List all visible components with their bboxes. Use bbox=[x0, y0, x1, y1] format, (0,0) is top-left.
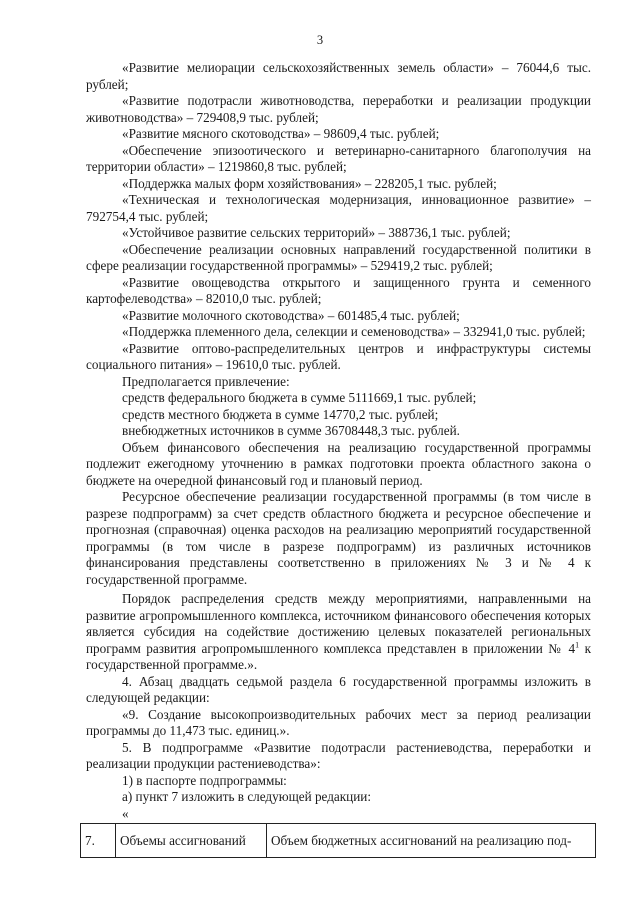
paragraph: 1) в паспорте подпрограммы: bbox=[122, 772, 287, 788]
paragraph: «Развитие мясного скотоводства» – 98609,4 тыс. рублей; bbox=[122, 126, 440, 141]
paragraph: Предполагается привлечение: bbox=[122, 373, 290, 389]
paragraph: «Техническая и технологическая модернизация, инновационное развитие» – 792754,4 тыс. рублей; bbox=[86, 192, 591, 224]
passport-table bbox=[80, 823, 596, 858]
paragraph: «Развитие овощеводства открытого и защищенного грунта и семенного картофелеводства» – 82010,0 тыс. рублей; bbox=[86, 274, 591, 306]
paragraph bbox=[86, 591, 591, 674]
paragraph: 4. Абзац двадцать седьмой раздела 6 государственной программы изложить в следующей редакции: bbox=[86, 673, 591, 705]
paragraph: «Обеспечение эпизоотического и ветеринарно-санитарного благополучия на территории области» – 1219860,8 тыс. рублей; bbox=[86, 142, 591, 174]
paragraph: « bbox=[122, 805, 129, 821]
paragraph-text: к государственной программе.». bbox=[86, 640, 591, 672]
paragraph: «9. Создание высокопроизводительных рабочих мест за период реализации программы до 11,473 тыс. единиц.». bbox=[86, 706, 591, 738]
table-row bbox=[81, 824, 596, 858]
paragraph: Объем финансового обеспечения на реализацию государственной программы подлежит ежегодному уточнению в рамках подготовки проекта областного закона о бюджете на очередной финансовый год и плановый период. bbox=[86, 439, 591, 488]
paragraph: средств федерального бюджета в сумме 5111669,1 тыс. рублей; bbox=[122, 390, 477, 405]
paragraph: Ресурсное обеспечение реализации государственной программы (в том числе в разрезе подпрограмм) за счет средств областного бюджета и ресурсное обеспечение и прогнозная (справочная) оценка расходов на реализацию мероприятий государственной программы (в том числе в разрезе подпрограмм) из различных источников финансирования представлены соответственно в приложениях № 3 и № 4 к государственной программе. bbox=[86, 489, 591, 587]
paragraph: 5. В подпрограмме «Развитие подотрасли растениеводства, переработки и реализации продукции растениеводства»: bbox=[86, 739, 591, 771]
paragraph: «Развитие молочного скотоводства» – 601485,4 тыс. рублей; bbox=[122, 307, 460, 323]
table-cell-value: Объем бюджетных ассигнований на реализацию под- bbox=[267, 824, 596, 858]
paragraph: средств местного бюджета в сумме 14770,2 тыс. рублей; bbox=[122, 406, 439, 422]
superscript: 1 bbox=[575, 640, 580, 650]
paragraph: «Устойчивое развитие сельских территорий» – 388736,1 тыс. рублей; bbox=[122, 225, 511, 240]
paragraph: «Поддержка племенного дела, селекции и семеноводства» – 332941,0 тыс. рублей; bbox=[122, 324, 586, 339]
paragraph-text: Порядок распределения средств между мероприятиями, направленными на развитие агропромышленного комплекса, источником финансового обеспечения которых является субсидия на содействие достижению целевых показателей региональных программ развития агропромышленного комплекса представлен в приложении № 4 bbox=[86, 591, 591, 656]
paragraph: внебюджетных источников в сумме 36708448,3 тыс. рублей. bbox=[122, 423, 460, 438]
table-cell-number: 7. bbox=[81, 824, 116, 858]
paragraph: «Обеспечение реализации основных направлений государственной политики в сфере реализации государственной программы» – 529419,2 тыс. рублей; bbox=[86, 241, 591, 273]
document-body bbox=[86, 60, 591, 822]
paragraph: «Развитие мелиорации сельскохозяйственных земель области» – 76044,6 тыс. рублей; bbox=[86, 60, 591, 92]
table-cell-name: Объемы ассигнований bbox=[116, 824, 267, 858]
paragraph: а) пункт 7 изложить в следующей редакции: bbox=[122, 789, 372, 804]
paragraph: «Развитие оптово-распределительных центров и инфраструктуры системы социального питания» – 19610,0 тыс. рублей. bbox=[86, 340, 591, 372]
paragraph: «Развитие подотрасли животноводства, переработки и реализации продукции животноводства» – 729408,9 тыс. рублей; bbox=[86, 93, 591, 125]
page-number: 3 bbox=[316, 33, 324, 47]
paragraph: «Поддержка малых форм хозяйствования» – 228205,1 тыс. рублей; bbox=[122, 175, 497, 191]
